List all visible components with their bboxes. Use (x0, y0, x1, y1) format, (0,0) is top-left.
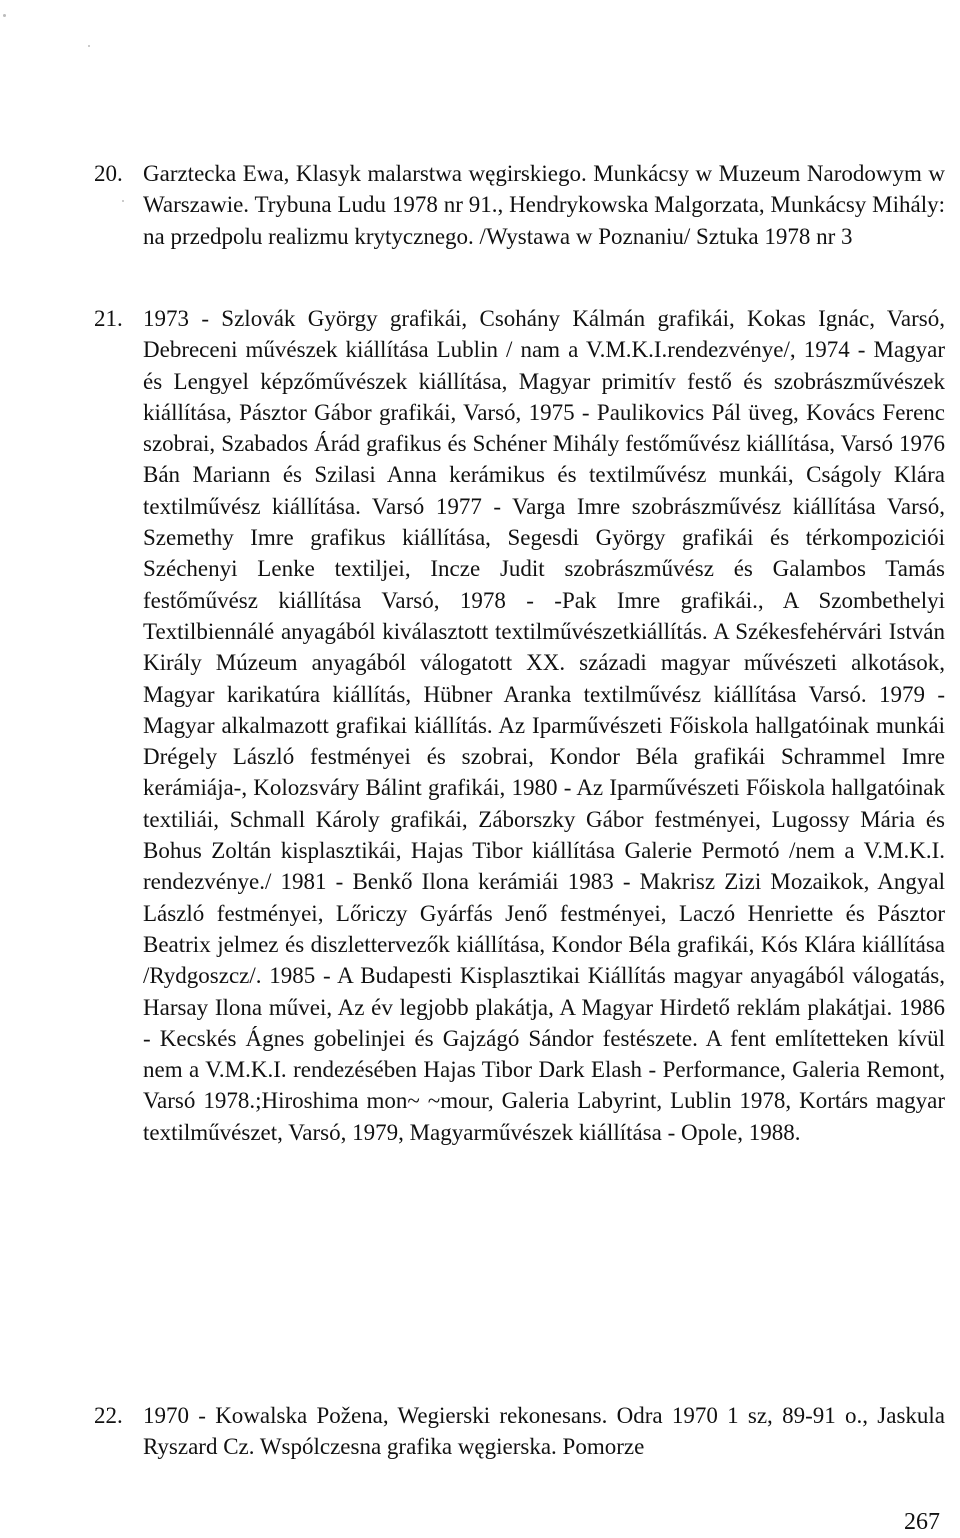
entry-text: 1973 - Szlovák György grafikái, Csohány Kálmán grafikái, Kokas Ignác, Varsó, Debreceni művészek kiállítása Lublin / nam a V.M.K.I.rendezvénye/, 1974 - Magyar és Lengyel képzőművészek kiállítása, Magyar primitív festő és szobrászművészek kiállítása, Pásztor Gábor grafikái, Varsó, 1975 - Paulikovics Pál üveg, Kovács Ferenc szobrai, Szabados Árád grafikus és Schéner Mihály festőművész kiállítása, Varsó 1976 Bán Mariann és Szilasi Anna kerámikus és textilművész munkái, Cságoly Klára textilművész kiállítása. Varsó 1977 - Varga Imre szobrászművész kiállítása Varsó, Szemethy Imre grafikus kiállítása, Segesdi György grafikái és térkompoziciói Széchenyi Lenke textiljei, Incze Judit szobrászművész és Galambos Tamás festőművész kiállítása Varsó, 1978 - -Pak Imre grafikái., A Szombethelyi Textilbiennálé anyagából kiválasztott textilművészetkiállítás. A Székesfehérvári István Király Múzeum anyagából válogatott XX. századi magyar művészeti alkotások, Magyar karikatúra kiállítás, Hübner Aranka textilművész kiállítása Varsó. 1979 - Magyar alkalmazott grafikai kiállítás. Az Iparművészeti Főiskola hallgatóinak munkái Drégely László festményei és szobrai, Kondor Béla grafikái Schrammel Imre kerámiája-, Kolozsváry Bálint grafikái, 1980 - Az Iparművészeti Főiskola hallgatóinak textiliái, Schmall Károly grafikái, Záborszky Gábor festményei, Lugossy Mária és Bohus Zoltán kisplasztikái, Hajas Tibor kiállítása Galerie Permotó /nem a V.M.K.I. rendezvénye./ 1981 - Benkő Ilona kerámiái 1983 - Makrisz Zizi Mozaikok, Angyal László festményei, Lőriczy Gyárfás Jenő festményei, Laczó Henriette és Pásztor Beatrix jelmez és diszlettervezők kiállítása, Kondor Béla grafikái, Kós Klára kiállítása /Rydgoszcz/. 1985 - A Budapesti Kisplasztikai Kiállítás magyar anyagából válogatás, Harsay Ilona művei, Az év legjobb plakátja, A Magyar Hirdető reklám plakátjai. 1986 - Kecskés Ágnes gobelinjei és Gajzágó Sándor festészete. A fent említetteken kívül nem a V.M.K.I. rendezésében Hajas Tibor Dark Elash - Performance, Galeria Remont, Varsó 1978.;Hiroshima mon~ ~mour, Galeria Labyrint, Lublin 1978, Kortárs magyar textilművészet, Varsó, 1979, Magyarművészek kiállítása - Opole, 1988. (143, 306, 945, 1145)
entry-text: Garztecka Ewa, Klasyk malarstwa węgirskiego. Munkácsy w Muzeum Narodowym w Warszawie. Trybuna Ludu 1978 nr 91., Hendrykowska Malgorzata, Munkácsy Mihály: na przedpolu realizmu krytycznego. /Wystawa w Poznaniu/ Sztuka 1978 nr 3 (143, 161, 945, 249)
page-number: 267 (904, 1509, 940, 1535)
entry-number: 20. (94, 161, 123, 186)
scan-speck (88, 45, 90, 47)
scan-speck (3, 14, 6, 17)
entry-number: 21. (94, 306, 123, 331)
scan-speck (122, 200, 124, 202)
entry-text: 1970 - Kowalska Požena, Wegierski rekonesans. Odra 1970 1 sz, 89-91 o., Jaskula Ryszard Cz. Wspólczesna grafika węgierska. Pomorze (143, 1403, 945, 1460)
entry-number: 22. (94, 1403, 123, 1428)
